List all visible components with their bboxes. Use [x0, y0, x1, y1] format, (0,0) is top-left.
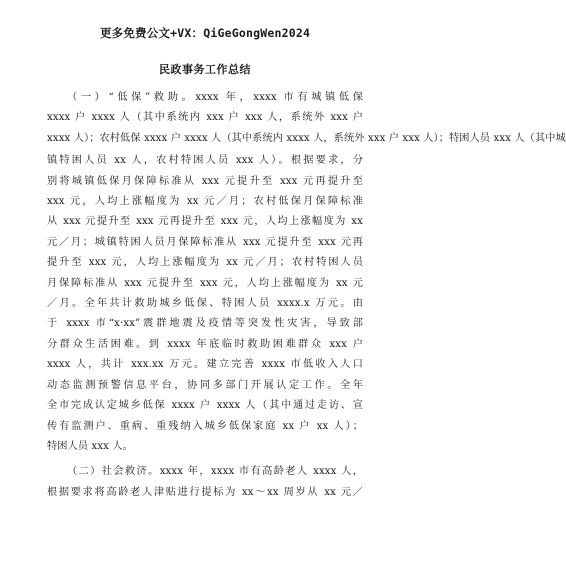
text-line: xxxx 人，共计 xxx.xx 万元。建立完善 xxxx 市低收入人口 [47, 359, 363, 371]
text-line: 镇特困人员 xx 人，农村特困人员 xxx 人）。根据要求，分 [47, 155, 363, 167]
text-line: 月保障标准从 xxx 元提升至 xxx 元，人均上涨幅度为 xx 元 [47, 277, 363, 289]
text-line: 根据要求将高龄老人津贴进行提标为 xx～xx 周岁从 xx 元／ [47, 486, 363, 498]
text-line: 元／月；城镇特困人员月保障标准从 xxx 元提升至 xxx 元再 [47, 236, 363, 248]
text-line: 提升至 xxx 元，人均上涨幅度为 xx 元／月；农村特困人员 [47, 257, 363, 269]
text-line: 别将城镇低保月保障标准从 xxx 元提升至 xxx 元再提升至 [47, 175, 363, 187]
paragraph-low-income-assistance [47, 88, 566, 457]
text-line: （二）社会救济。xxxx 年，xxxx 市有高龄老人 xxxx 人， [67, 466, 363, 478]
document-body [47, 88, 566, 503]
paragraph-social-relief [47, 462, 363, 503]
text-line: ／月。全年共计救助城乡低保、特困人员 xxxx.x 万元。由 [47, 298, 363, 310]
text-line: 分群众生活困难。到 xxxx 年底临时救助困难群众 xxx 户 [47, 338, 363, 350]
document-title: 民政事务工作总结 [159, 63, 251, 76]
text-line: 从 xxx 元提升至 xxx 元再提升至 xxx 元，人均上涨幅度为 xx [47, 216, 363, 228]
text-line: （一）“低保”救助。xxxx 年，xxxx 市有城镇低保 [67, 92, 363, 103]
text-line: 全市完成认定城乡低保 xxxx 户 xxxx 人（其中通过走访、宣 [47, 400, 363, 412]
promo-banner: 更多免费公文+VX：QiGeGongWen2024 [99, 26, 311, 40]
text-line [47, 129, 566, 151]
text-line: xxx 元，人均上涨幅度为 xx 元／月；农村低保月保障标准 [47, 196, 363, 208]
text-line: 特困人员 xxx 人。 [47, 440, 133, 452]
text-line: 动态监测预警信息平台，协同多部门开展认定工作。全年 [47, 379, 363, 391]
text-line: xxxx 户 xxxx 人（其中系统内 xxx 户 xxx 人，系统外 xxx 户 [47, 112, 363, 124]
text-segment: xxxx 人）；农村低保 xxxx 户 xxxx 人（其中系统内 xxxx 人，系统外 xxx 户 xxx 人）；特困人员 xxx 人（其中城 [47, 132, 566, 144]
text-line: 传有监测户、重病、重残纳入城乡低保家庭 xx 户 xx 人）； [47, 420, 363, 432]
text-line: 于 xxxx 市“x·xx”震群地震及疫情等突发性灾害，导致部 [47, 318, 363, 330]
